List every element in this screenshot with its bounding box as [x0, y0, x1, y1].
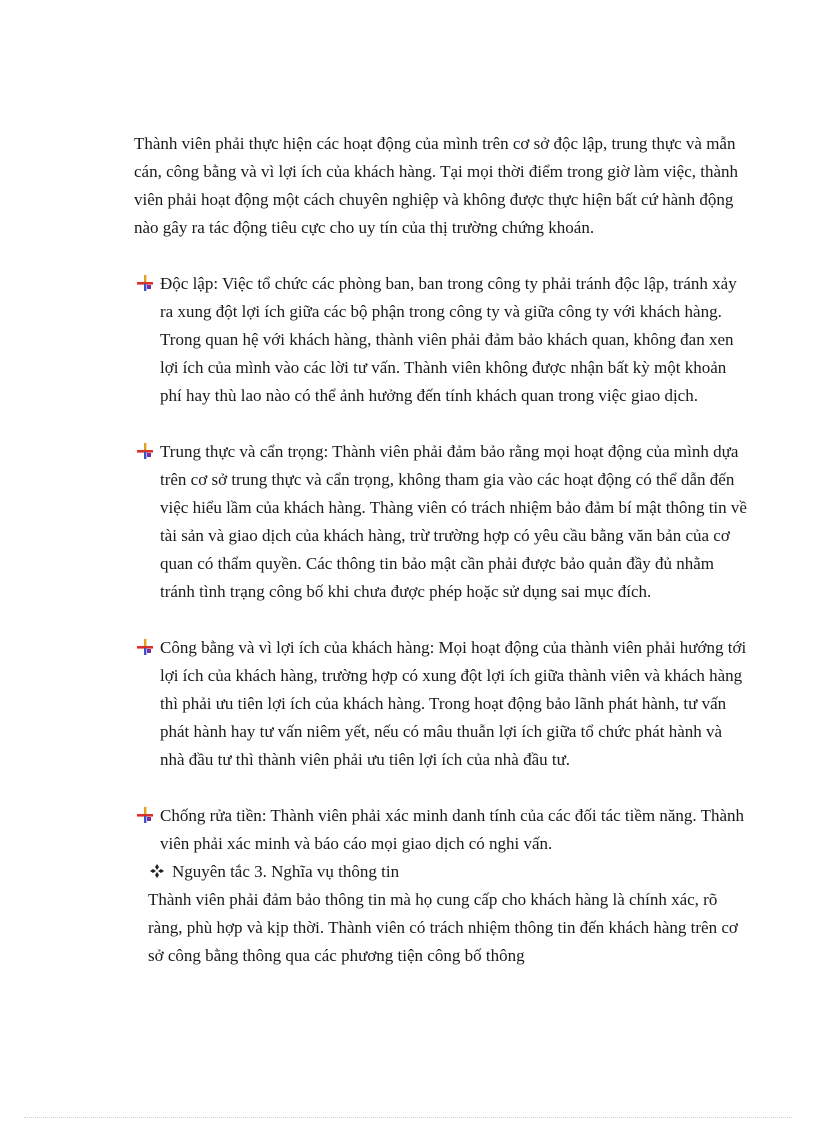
bullet-text: Độc lập: Việc tổ chức các phòng ban, ban trong công ty phải tránh độc lập, tránh xảy ra xung đột lợi ích giữa các bộ phận trong công ty và giữa công ty với khách hàng. Trong quan hệ với khách hàng, thành viên phải đảm bảo khách quan, không đan xen lợi ích của mình vào các lời tư vấn. Thành viên không được nhận bất kỳ một khoản phí hay thù lao nào có thể ảnh hưởng đến tính khách quan trong việc giao dịch. — [160, 274, 737, 405]
pin-icon — [136, 442, 154, 460]
pin-icon — [136, 638, 154, 656]
pin-icon — [136, 274, 154, 292]
page-bottom-rule — [24, 1117, 792, 1118]
bullet-item-fairness — [136, 634, 748, 774]
bullet-item-anti-money-laundering — [136, 802, 748, 858]
four-diamond-icon — [150, 864, 164, 878]
pin-icon — [136, 806, 154, 824]
bullet-text: Công bằng và vì lợi ích của khách hàng: Mọi hoạt động của thành viên phải hướng tới lợi ích của khách hàng, trường hợp có xung đột lợi ích giữa thành viên và khách hàng thì phải ưu tiên lợi ích của khách hàng. Trong hoạt động bảo lãnh phát hành, tư vấn phát hành hay tư vấn niêm yết, nếu có mâu thuẫn lợi ích giữa tổ chức phát hành và nhà đầu tư thì thành viên phải ưu tiên lợi ích của nhà đầu tư. — [160, 638, 747, 769]
bullet-text: Trung thực và cẩn trọng: Thành viên phải đảm bảo rằng mọi hoạt động của mình dựa trên cơ sở trung thực và cẩn trọng, không tham gia vào các hoạt động có thể dẫn đến việc hiểu lầm của khách hàng. Thàng viên có trách nhiệm bảo đảm bí mật thông tin về tài sản và giao dịch của khách hàng, trừ trường hợp có yêu cầu bằng văn bản của cơ quan có thẩm quyền. Các thông tin bảo mật cần phải được bảo quản đầy đủ nhằm tránh tình trạng công bố khi chưa được phép hoặc sử dụng sai mục đích. — [160, 442, 747, 601]
section-heading — [150, 858, 399, 886]
bullet-item-independence — [136, 270, 748, 410]
intro-paragraph: Thành viên phải thực hiện các hoạt động của mình trên cơ sở độc lập, trung thực và mẫn cán, công bằng và vì lợi ích của khách hàng. Tại mọi thời điểm trong giờ làm việc, thành viên phải hoạt động một cách chuyên nghiệp và không được thực hiện bất cứ hành động nào gây ra tác động tiêu cực cho uy tín của thị trường chứng khoán. — [134, 134, 739, 237]
bullet-item-honesty — [136, 438, 748, 606]
closing-paragraph: Thành viên phải đảm bảo thông tin mà họ cung cấp cho khách hàng là chính xác, rõ ràng, phù hợp và kịp thời. Thành viên có trách nhiệm thông tin đến khách hàng trên cơ sở công bằng thông qua các phương tiện công bố thông — [148, 890, 738, 965]
bullet-text: Chống rửa tiền: Thành viên phải xác minh danh tính của các đối tác tiềm năng. Thành viên phải xác minh và báo cáo mọi giao dịch có nghi vấn. — [160, 806, 745, 853]
section-heading-text: Nguyên tắc 3. Nghĩa vụ thông tin — [172, 862, 400, 881]
